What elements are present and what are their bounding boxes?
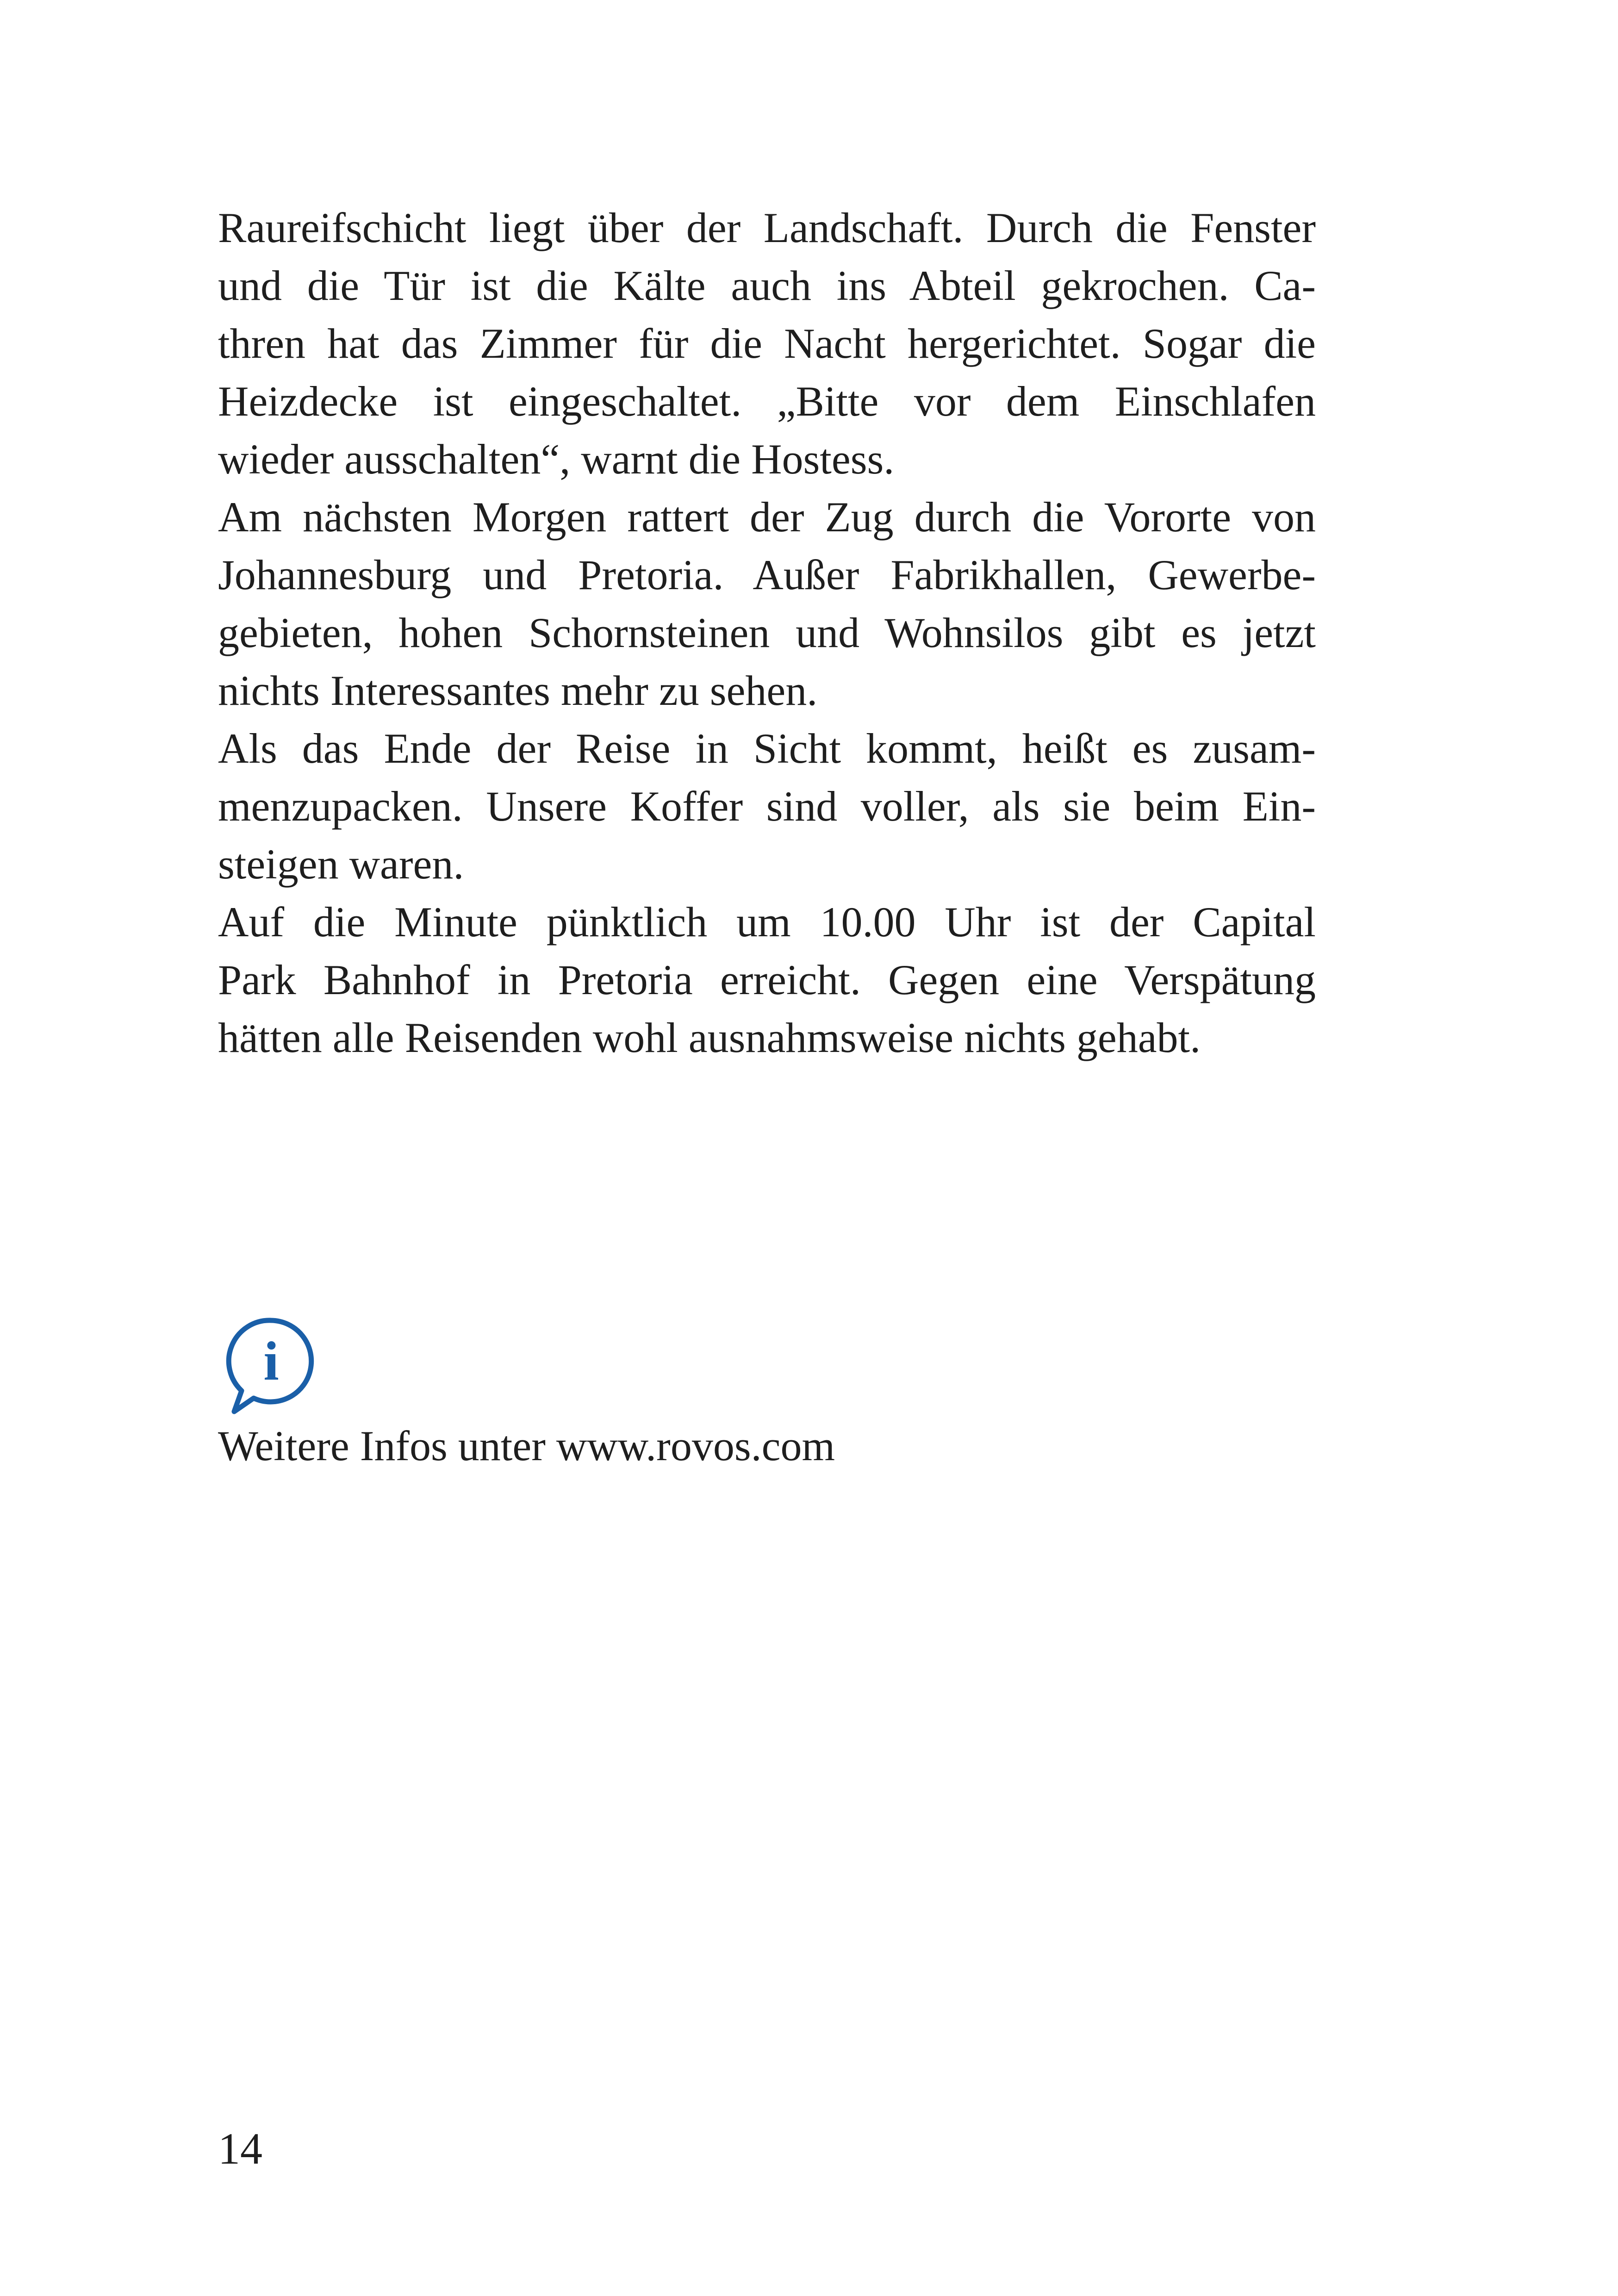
info-glyph: i (263, 1330, 279, 1392)
body-line: hätten alle Reisenden wohl ausnahmsweise nichts gehabt. (218, 1014, 1201, 1061)
info-link-text: Weitere Infos unter www.rovos.com (218, 1422, 835, 1469)
body-line: Johannesburg und Pretoria. Außer Fabrikhallen, Gewerbe- (218, 551, 1316, 598)
body-line: Park Bahnhof in Pretoria erreicht. Gegen eine Verspätung (218, 956, 1316, 1003)
body-line: Am nächsten Morgen rattert der Zug durch die Vororte von (218, 493, 1316, 541)
page-number: 14 (218, 2124, 262, 2173)
body-line: gebieten, hohen Schornsteinen und Wohnsilos gibt es jetzt (218, 609, 1316, 656)
body-text (218, 199, 1316, 1067)
body-line: Heizdecke ist eingeschaltet. „Bitte vor dem Einschlafen (218, 378, 1316, 425)
body-line: wieder ausschalten“, warnt die Hostess. (218, 436, 895, 483)
info-speech-bubble-icon (225, 1317, 317, 1419)
body-line: Raureifschicht liegt über der Landschaft. Durch die Fenster (218, 204, 1316, 251)
body-line: menzupacken. Unsere Koffer sind voller, als sie beim Ein- (218, 783, 1316, 830)
body-line: Auf die Minute pünktlich um 10.00 Uhr ist der Capital (218, 898, 1316, 946)
body-line: Als das Ende der Reise in Sicht kommt, heißt es zusam- (218, 725, 1316, 772)
body-line: und die Tür ist die Kälte auch ins Abteil gekrochen. Ca- (218, 262, 1316, 309)
body-line: thren hat das Zimmer für die Nacht hergerichtet. Sogar die (218, 320, 1316, 367)
body-line: nichts Interessantes mehr zu sehen. (218, 667, 818, 714)
body-line: steigen waren. (218, 840, 464, 888)
